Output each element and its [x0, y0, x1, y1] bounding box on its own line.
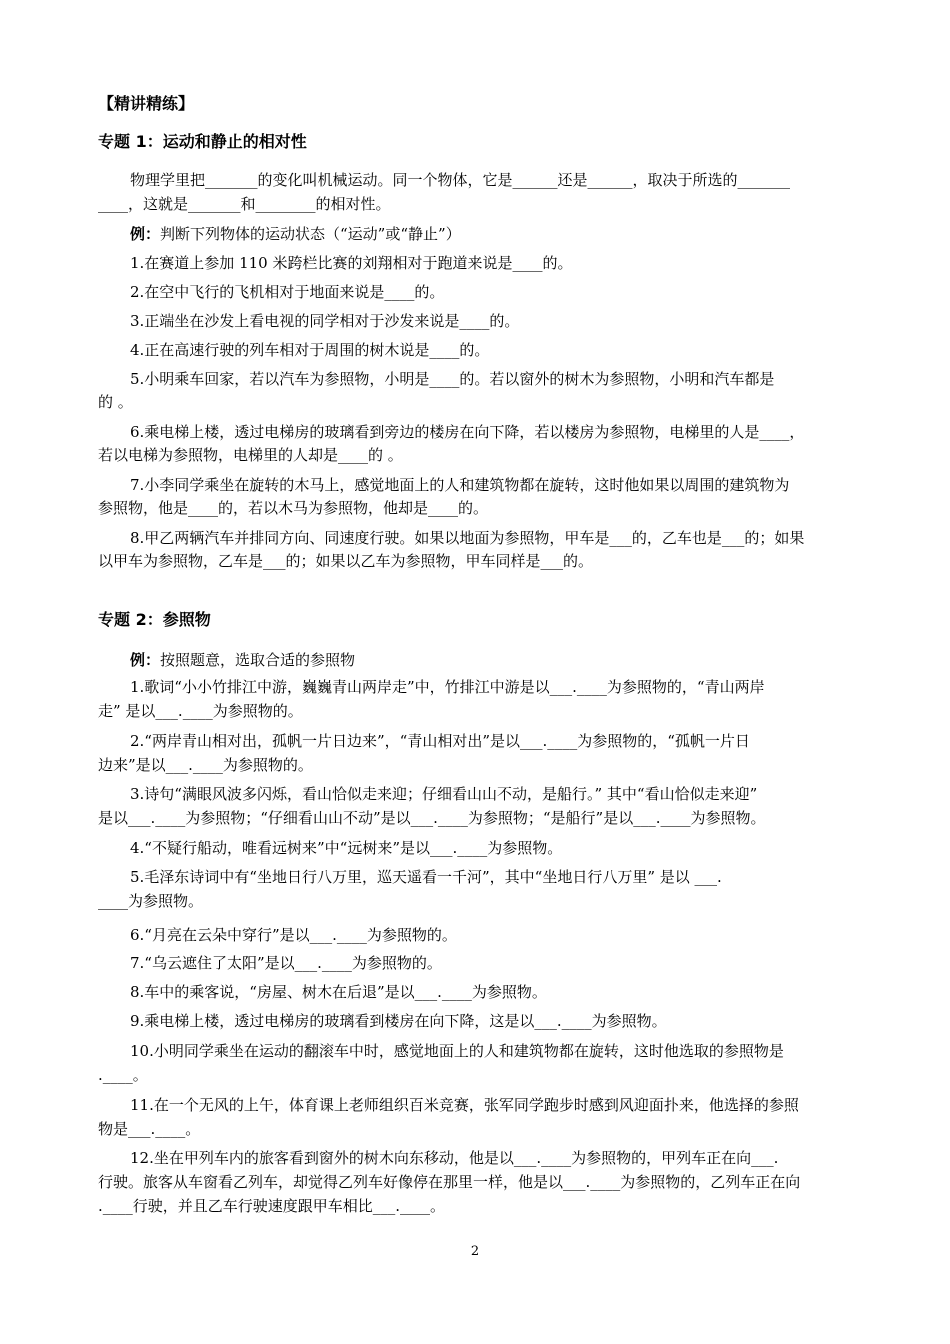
topic1-example	[130, 224, 858, 244]
page-number: 2	[470, 1244, 480, 1259]
topic1-title: 专题 1：运动和静止的相对性	[98, 132, 307, 151]
topic2-question-5-line1: 5.毛泽东诗词中有“坐地日行八万里，巡天遥看一千河”，其中“坐地日行八万里” 是以 ___.	[130, 868, 722, 886]
topic2-question-11-line1: 11.在一个无风的上午，体育课上老师组织百米竞赛，张军同学跑步时感到风迎面扑来，他选择的参照	[130, 1096, 799, 1114]
topic2-question-2-line2: 边来”是以___.____为参照物的。	[98, 756, 313, 774]
topic2-question-3-line1: 3.诗句“满眼风波多闪烁，看山恰似走来迎；仔细看山山不动，是船行。” 其中“看山恰似走来迎”	[130, 785, 758, 803]
example-label: 例：	[130, 651, 161, 669]
topic1-question-8-line2: 以甲车为参照物，乙车是___的；如果以乙车为参照物，甲车同样是___的。	[98, 552, 594, 570]
topic2-question-7: 7.“乌云遮住了太阳”是以___.____为参照物的。	[130, 954, 442, 972]
topic2-question-5-line2: ____为参照物。	[98, 892, 204, 910]
topic2-question-2-line1: 2.“两岸青山相对出，孤帆一片日边来”，“青山相对出”是以___.____为参照物的，“孤帆一片日	[130, 732, 750, 750]
topic1-question-5-line1: 5.小明乘车回家，若以汽车为参照物，小明是____的。若以窗外的树木为参照物，小明和汽车都是	[130, 370, 775, 388]
topic2-question-6: 6.“月亮在云朵中穿行”是以___.____为参照物的。	[130, 926, 457, 944]
topic2-question-12-line3: .____行驶，并且乙车行驶速度跟甲车相比___.____。	[98, 1197, 446, 1215]
topic2-question-3-line2: 是以___.____为参照物；“仔细看山山不动”是以___.____为参照物；“是船行”是以___.____为参照物。	[98, 809, 766, 827]
topic1-question-2: 2.在空中飞行的飞机相对于地面来说是____的。	[130, 283, 445, 301]
topic2-question-1-line1: 1.歌词“小小竹排江中游，巍巍青山两岸走”中，竹排江中游是以___.____为参照物的，“青山两岸	[130, 678, 765, 696]
topic2-title: 专题 2：参照物	[98, 610, 211, 629]
example-text: 按照题意，选取合适的参照物	[160, 651, 356, 669]
topic1-intro-line1: 物理学里把_______的变化叫机械运动。同一个物体，它是______还是______，取决于所选的_______	[130, 171, 791, 189]
topic2-question-10-line2: .____。	[98, 1066, 148, 1084]
topic2-example	[130, 650, 858, 670]
example-text: 判断下列物体的运动状态（“运动”或“静止”）	[160, 225, 461, 243]
topic2-question-12-line2: 行驶。旅客从车窗看乙列车，却觉得乙列车好像停在那里一样，他是以___.____为参照物的，乙列车正在向	[98, 1173, 801, 1191]
topic1-question-7-line2: 参照物，他是____的，若以木马为参照物，他却是____的。	[98, 499, 489, 517]
topic2-question-11-line2: 物是___.____。	[98, 1120, 201, 1138]
topic1-question-1: 1.在赛道上参加 110 米跨栏比赛的刘翔相对于跑道来说是____的。	[130, 254, 573, 272]
topic1-question-4: 4.正在高速行驶的列车相对于周围的树木说是____的。	[130, 341, 490, 359]
example-label: 例：	[130, 225, 161, 243]
topic1-question-6-line2: 若以电梯为参照物，电梯里的人却是____的 。	[98, 446, 403, 464]
topic2-question-1-line2: 走” 是以___.____为参照物的。	[98, 702, 303, 720]
topic2-question-4: 4.“不疑行船动，唯看远树来”中“远树来”是以___.____为参照物。	[130, 839, 563, 857]
topic2-question-10-line1: 10.小明同学乘坐在运动的翻滚车中时，感觉地面上的人和建筑物都在旋转，这时他选取的参照物是	[130, 1042, 784, 1060]
topic2-question-8: 8.车中的乘客说，“房屋、树木在后退”是以___.____为参照物。	[130, 983, 547, 1001]
topic1-question-8-line1: 8.甲乙两辆汽车并排同方向、同速度行驶。如果以地面为参照物，甲车是___的，乙车也是___的；如果	[130, 529, 805, 547]
topic1-question-6-line1: 6.乘电梯上楼，透过电梯房的玻璃看到旁边的楼房在向下降，若以楼房为参照物，电梯里的人是____，	[130, 423, 805, 441]
topic1-intro-line2: ____，这就是_______和________的相对性。	[98, 195, 391, 213]
section-header: 【精讲精练】	[98, 94, 195, 113]
topic1-question-5-line2: 的 。	[98, 393, 133, 411]
topic2-question-9: 9.乘电梯上楼，透过电梯房的玻璃看到楼房在向下降，这是以___.____为参照物。	[130, 1012, 667, 1030]
topic1-question-7-line1: 7.小李同学乘坐在旋转的木马上，感觉地面上的人和建筑物都在旋转，这时他如果以周围的建筑物为	[130, 476, 790, 494]
topic2-question-12-line1: 12.坐在甲列车内的旅客看到窗外的树木向东移动，他是以___.____为参照物的，甲列车正在向___.	[130, 1149, 779, 1167]
topic1-question-3: 3.正端坐在沙发上看电视的同学相对于沙发来说是____的。	[130, 312, 520, 330]
